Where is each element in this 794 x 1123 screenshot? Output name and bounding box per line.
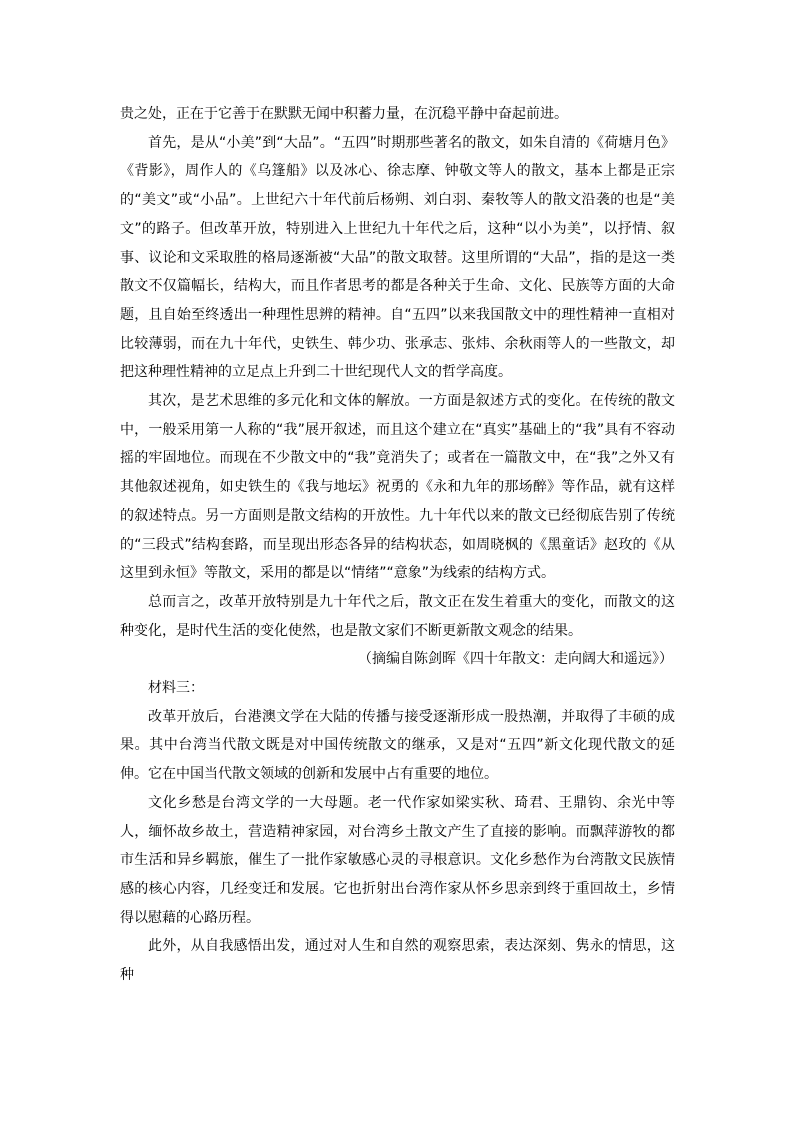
document-page — [120, 100, 675, 990]
paragraph-first-point: 首先，是从“小美”到“大品”。“五四”时期那些著名的散文，如朱自清的《荷塘月色》《背影》，周作人的《乌篷船》以及冰心、徐志摩、钟敬文等人的散文，基本上都是正宗的“美文”或“小品”。上世纪六十年代前后杨朔、刘白羽、秦牧等人的散文沿袭的也是“美文”的路子。但改革开放，特别进入上世纪九十年代之后，这种“以小为美”，以抒情、叙事、议论和文采取胜的格局逐渐被“大品”的散文取替。这里所谓的“大品”，指的是这一类散文不仅篇幅长，结构大，而且作者思考的都是各种关于生命、文化、民族等方面的大命题，且自始至终透出一种理性思辨的精神。自“五四”以来我国散文中的理性精神一直相对比较薄弱，而在九十年代，史铁生、韩少功、张承志、张炜、余秋雨等人的一些散文，却把这种理性精神的立足点上升到二十世纪现代人文的哲学高度。 — [120, 134, 675, 381]
source-citation: （摘编自陈剑晖《四十年散文：走向阔大和遥远》） — [358, 651, 673, 668]
material-label: 材料三： — [148, 680, 204, 697]
paragraph-material3-intro: 改革开放后，台港澳文学在大陆的传播与接受逐渐形成一股热潮，并取得了丰硕的成果。其中台湾当代散文既是对中国传统散文的继承，又是对“五四”新文化现代散文的延伸。它在中国当代散文领域的创新和发展中占有重要的地位。 — [120, 708, 675, 783]
paragraph-second-point: 其次，是艺术思维的多元化和文体的解放。一方面是叙述方式的变化。在传统的散文中，一般采用第一人称的“我”展开叙述，而且这个建立在“真实”基础上的“我”具有不容动摇的牢固地位。而现在不少散文中的“我”竟消失了；或者在一篇散文中，在“我”之外又有其他叙述视角，如史铁生的《我与地坛》祝勇的《永和九年的那场醉》等作品，就有这样的叙述特点。另一方面则是散文结构的开放性。九十年代以来的散文已经彻底告别了传统的“三段式”结构套路，而呈现出形态各异的结构状态，如周晓枫的《黑童话》赵玫的《从这里到永恒》等散文，采用的都是以“情绪”“意象”为线索的结构方式。 — [120, 393, 675, 582]
paragraph-continuation: 贵之处，正在于它善于在默默无闻中积蓄力量，在沉稳平静中奋起前进。 — [120, 106, 568, 122]
paragraph-self-reflection: 此外，从自我感悟出发，通过对人生和自然的观察思索，表达深刻、隽永的情思，这种 — [120, 938, 675, 984]
paragraph-cultural-nostalgia: 文化乡愁是台湾文学的一大母题。老一代作家如梁实秋、琦君、王鼎钧、余光中等人，缅怀故乡故土，营造精神家园，对台湾乡土散文产生了直接的影响。而飘萍游牧的都市生活和异乡羁旅，催生了一批作家敏感心灵的寻根意识。文化乡愁作为台湾散文民族情感的核心内容，几经变迁和发展。它也折射出台湾作家从怀乡思亲到终于重回故土，乡情得以慰藉的心路历程。 — [120, 794, 675, 926]
paragraph-conclusion: 总而言之，改革开放特别是九十年代之后，散文正在发生着重大的变化，而散文的这种变化，是时代生活的变化使然，也是散文家们不断更新散文观念的结果。 — [120, 593, 675, 639]
